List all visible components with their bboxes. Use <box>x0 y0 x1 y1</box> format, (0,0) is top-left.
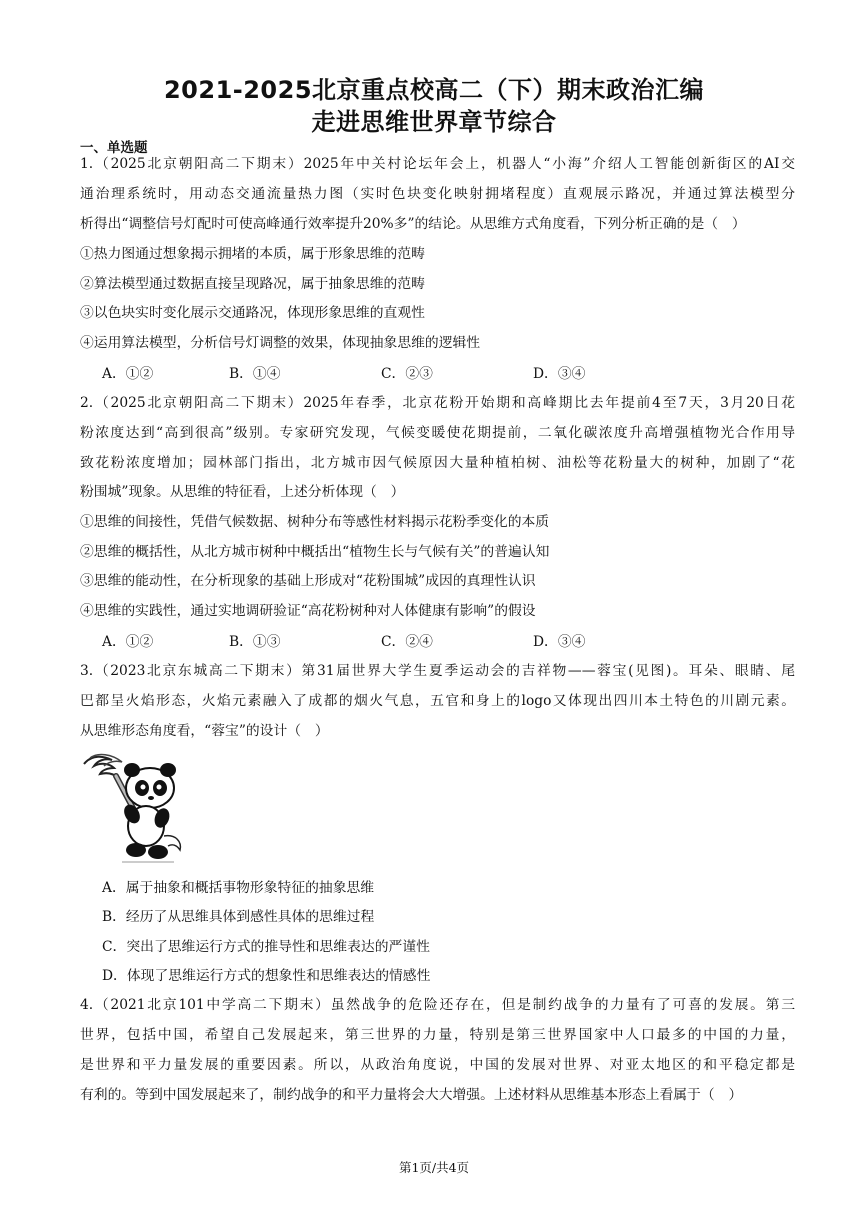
q1-stem-line: 通治理系统时，用动态交通流量热力图（实时色块变化映射拥堵程度）直观展示路况，并通过算法模型分 <box>80 186 795 202</box>
q2-item: ④思维的实践性，通过实地调研验证“高花粉树种对人体健康有影响”的假设 <box>80 603 536 619</box>
q1-option-a[interactable]: A．①② <box>102 366 154 382</box>
q2-option-b[interactable]: B．①③ <box>229 634 281 650</box>
q3-option-c[interactable]: C．突出了思维运行方式的推导性和思维表达的严谨性 <box>102 939 430 955</box>
q3-stem-line: 3.（2023北京东城高二下期末）第31届世界大学生夏季运动会的吉祥物——蓉宝(见图)。耳朵、眼睛、尾 <box>80 663 795 679</box>
q2-stem-line: 粉浓度达到“高到很高”级别。专家研究发现，气候变暖使花期提前，二氧化碳浓度升高增强植物光合作用导 <box>80 425 795 441</box>
document-subtitle: 走进思维世界章节综合 <box>311 108 557 136</box>
q1-item: ③以色块实时变化展示交通路况，体现形象思维的直观性 <box>80 305 425 321</box>
q2-item: ①思维的间接性，凭借气候数据、树种分布等感性材料揭示花粉季变化的本质 <box>80 514 550 530</box>
q1-item: ②算法模型通过数据直接呈现路况，属于抽象思维的范畴 <box>80 276 425 292</box>
q1-option-c[interactable]: C．②③ <box>381 366 433 382</box>
q1-item: ①热力图通过想象揭示拥堵的本质，属于形象思维的范畴 <box>80 246 425 262</box>
q4-stem-line: 世界，包括中国，希望自己发展起来，第三世界的力量，特别是第三世界国家中人口最多的中国的力量， <box>80 1027 795 1043</box>
q4-stem-line: 4.（2021北京101中学高二下期末）虽然战争的危险还存在，但是制约战争的力量有了可喜的发展。第三 <box>80 997 795 1013</box>
q2-option-c[interactable]: C．②④ <box>381 634 433 650</box>
document-title: 2021-2025北京重点校高二（下）期末政治汇编 <box>163 76 705 104</box>
q2-stem-line: 粉围城”现象。从思维的特征看，上述分析体现（ ） <box>80 484 405 500</box>
q3-option-b[interactable]: B．经历了从思维具体到感性具体的思维过程 <box>102 909 375 925</box>
q2-item: ②思维的概括性，从北方城市树种中概括出“植物生长与气候有关”的普遍认知 <box>80 544 550 560</box>
q1-item: ④运用算法模型，分析信号灯调整的效果，体现抽象思维的逻辑性 <box>80 335 481 351</box>
page-footer: 第1页/共4页 <box>398 1160 470 1175</box>
q1-option-b[interactable]: B．①④ <box>229 366 281 382</box>
q2-item: ③思维的能动性，在分析现象的基础上形成对“花粉围城”成因的真理性认识 <box>80 573 536 589</box>
q3-option-d[interactable]: D．体现了思维运行方式的想象性和思维表达的情感性 <box>102 968 431 984</box>
q4-stem-line: 有利的。等到中国发展起来了，制约战争的和平力量将会大大增强。上述材料从思维基本形态上看属于（ ） <box>80 1087 743 1103</box>
q3-option-a[interactable]: A．属于抽象和概括事物形象特征的抽象思维 <box>102 880 375 896</box>
q2-stem-line: 致花粉浓度增加；园林部门指出，北方城市因气候原因大量种植柏树、油松等花粉量大的树种，加剧了“花 <box>80 455 795 471</box>
q2-stem-line: 2.（2025北京朝阳高二下期末）2025年春季，北京花粉开始期和高峰期比去年提前4至7天，3月20日花 <box>80 395 795 411</box>
q1-stem-line: 析得出“调整信号灯配时可使高峰通行效率提升20%多”的结论。从思维方式角度看，下列分析正确的是（ ） <box>80 216 746 232</box>
q1-stem-line: 1.（2025北京朝阳高二下期末）2025年中关村论坛年会上，机器人“小海”介绍人工智能创新街区的AI交 <box>80 156 795 172</box>
q1-option-d[interactable]: D．③④ <box>533 366 586 382</box>
q2-option-a[interactable]: A．①② <box>102 634 154 650</box>
q2-option-d[interactable]: D．③④ <box>533 634 586 650</box>
mascot-rongbao-image <box>82 752 188 866</box>
section-heading: 一、单选题 <box>80 140 148 156</box>
q3-stem-line: 从思维形态角度看，“蓉宝”的设计（ ） <box>80 723 329 739</box>
q4-stem-line: 是世界和平力量发展的重要因素。所以，从政治角度说，中国的发展对世界、对亚太地区的和平稳定都是 <box>80 1057 795 1073</box>
q3-stem-line: 巴都呈火焰形态，火焰元素融入了成都的烟火气息，五官和身上的logo又体现出四川本土特色的川剧元素。 <box>80 693 795 709</box>
